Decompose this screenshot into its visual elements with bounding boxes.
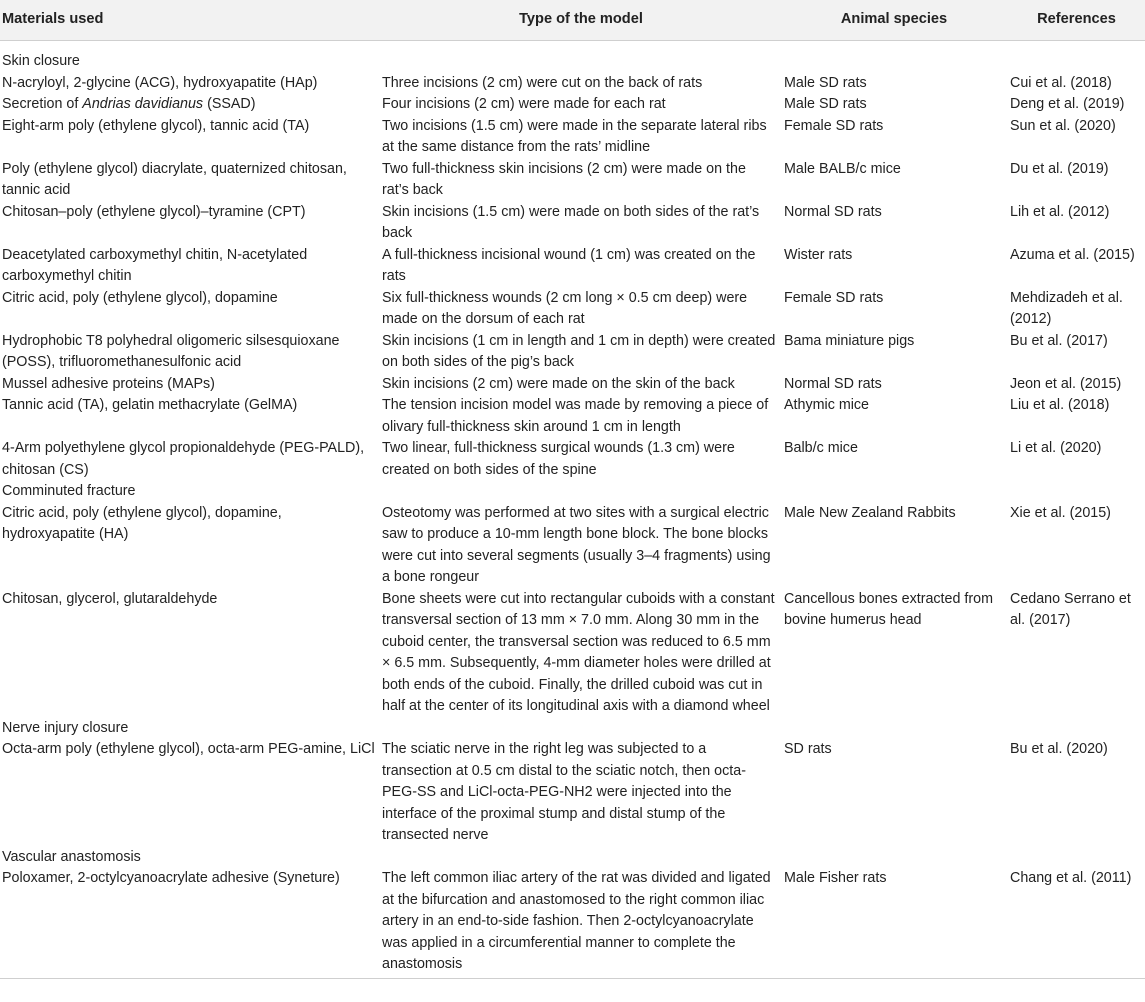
reference-cell: Bu et al. (2017)	[1010, 332, 1108, 349]
species-cell: Male BALB/c mice	[784, 160, 901, 177]
reference-cell: Sun et al. (2020)	[1010, 117, 1116, 134]
reference-cell: Li et al. (2020)	[1010, 440, 1102, 456]
table-row	[0, 159, 1145, 202]
materials-cell	[0, 331, 380, 374]
reference-cell: Xie et al. (2015)	[1010, 504, 1111, 521]
section-row	[0, 847, 1145, 869]
model-cell: The sciatic nerve in the right leg was subjected to a transection at 0.5 cm distal to the sciatic notch, then octa-PEG-SS and LiCl-octa-PEG-NH2 were injected into the interface of the proximal stump and distal stump of the transected nerve	[382, 741, 746, 843]
header-species: Animal species	[780, 0, 1006, 41]
table-row	[0, 503, 1145, 589]
materials-cell	[0, 739, 380, 847]
table-row	[0, 245, 1145, 288]
table-row	[0, 94, 1145, 116]
table-row	[0, 73, 1145, 95]
materials-cell	[0, 374, 380, 396]
species-cell: SD rats	[784, 741, 832, 757]
model-cell: Skin incisions (2 cm) were made on the skin of the back	[382, 375, 735, 392]
section-title: Nerve injury closure	[2, 719, 129, 736]
species-cell: Male New Zealand Rabbits	[784, 504, 956, 521]
table-body	[0, 41, 1145, 979]
materials-text-suffix: (SSAD)	[203, 96, 256, 112]
reference-cell: Liu et al. (2018)	[1010, 397, 1110, 413]
materials-cell	[0, 438, 380, 481]
header-row	[0, 0, 1145, 41]
section-row	[0, 481, 1145, 503]
materials-text: Citric acid, poly (ethylene glycol), dopamine	[2, 289, 278, 306]
table-row	[0, 116, 1145, 159]
materials-text: Chitosan, glycerol, glutaraldehyde	[2, 590, 218, 607]
materials-cell	[0, 94, 380, 116]
table-row	[0, 739, 1145, 847]
table-row	[0, 868, 1145, 978]
header-references: References	[1006, 0, 1145, 41]
materials-text: Citric acid, poly (ethylene glycol), dopamine, hydroxyapatite (HA)	[2, 504, 282, 542]
materials-cell	[0, 288, 380, 331]
materials-text: Eight-arm poly (ethylene glycol), tannic acid (TA)	[2, 117, 310, 134]
materials-text: Chitosan–poly (ethylene glycol)–tyramine (CPT)	[2, 203, 306, 220]
species-cell: Bama miniature pigs	[784, 332, 915, 349]
materials-text: Mussel adhesive proteins (MAPs)	[2, 375, 215, 392]
section-row	[0, 718, 1145, 740]
table-row	[0, 374, 1145, 396]
model-cell: Six full-thickness wounds (2 cm long × 0.5 cm deep) were made on the dorsum of each rat	[382, 289, 748, 327]
materials-text: Poly (ethylene glycol) diacrylate, quaternized chitosan, tannic acid	[2, 160, 347, 198]
materials-text: Hydrophobic T8 polyhedral oligomeric silsesquioxane (POSS), trifluoromethanesulfonic acid	[2, 332, 340, 370]
materials-cell	[0, 245, 380, 288]
materials-cell	[0, 503, 380, 589]
materials-text: Deacetylated carboxymethyl chitin, N-acetylated carboxymethyl chitin	[2, 246, 308, 284]
species-cell: Female SD rats	[784, 117, 884, 134]
species-cell: Male SD rats	[784, 74, 867, 91]
model-cell: Four incisions (2 cm) were made for each rat	[382, 96, 666, 112]
table-row	[0, 202, 1145, 245]
model-cell: Osteotomy was performed at two sites with a surgical electric saw to produce a 10-mm length bone block. The bone blocks were cut into several segments (usually 3–4 fragments) using a bone rongeur	[382, 504, 771, 585]
materials-text: Tannic acid (TA), gelatin methacrylate (GelMA)	[2, 397, 298, 413]
header-materials: Materials used	[0, 0, 380, 41]
model-cell: Three incisions (2 cm) were cut on the back of rats	[382, 74, 703, 91]
reference-cell: Mehdizadeh et al. (2012)	[1010, 289, 1123, 327]
materials-cell	[0, 589, 380, 718]
materials-text: Poloxamer, 2-octylcyanoacrylate adhesive (Syneture)	[2, 870, 340, 886]
model-cell: The tension incision model was made by removing a piece of olivary full-thickness skin around 1 cm in length	[382, 397, 769, 435]
species-cell: Cancellous bones extracted from bovine humerus head	[784, 590, 994, 628]
reference-cell: Cedano Serrano et al. (2017)	[1010, 590, 1131, 628]
model-cell: The left common iliac artery of the rat was divided and ligated at the bifurcation and anastomosed to the right common iliac artery in an end-to-side fashion. Then 2-octylcyanoacrylate was applied in a circumferential manner to complete the anastomosis	[380, 868, 780, 978]
species-cell: Normal SD rats	[784, 203, 882, 220]
materials-cell	[0, 73, 380, 95]
materials-text: 4-Arm polyethylene glycol propionaldehyde (PEG-PALD), chitosan (CS)	[2, 440, 365, 478]
materials-cell	[0, 116, 380, 159]
reference-cell: Cui et al. (2018)	[1010, 74, 1112, 91]
model-cell: Two incisions (1.5 cm) were made in the separate lateral ribs at the same distance from the rats’ midline	[382, 117, 767, 155]
materials-cell	[0, 868, 380, 978]
table-row	[0, 438, 1145, 481]
header-model: Type of the model	[380, 0, 780, 41]
species-cell: Balb/c mice	[784, 440, 858, 456]
materials-cell	[0, 202, 380, 245]
model-cell: Skin incisions (1.5 cm) were made on both sides of the rat’s back	[382, 203, 760, 241]
reference-cell: Lih et al. (2012)	[1010, 203, 1110, 220]
model-cell: A full-thickness incisional wound (1 cm) was created on the rats	[382, 246, 756, 284]
materials-text: N-acryloyl, 2-glycine (ACG), hydroxyapatite (HAp)	[2, 74, 318, 91]
table-row	[0, 589, 1145, 718]
species-cell: Male SD rats	[784, 96, 867, 112]
model-cell: Two full-thickness skin incisions (2 cm) were made on the rat’s back	[382, 160, 746, 198]
species-cell: Wister rats	[784, 246, 853, 263]
model-cell: Bone sheets were cut into rectangular cuboids with a constant transversal section of 13 mm × 7.0 mm. Along 30 mm in the cuboid center, the transversal section was reduced to 6.5 mm × 6.5 mm. Subsequently, 4-mm diameter holes were drilled at both ends of the cuboid. Finally, the drilled cuboid was cut in half at the center of its longitudinal axis with a diamond wheel	[382, 590, 775, 714]
reference-cell: Chang et al. (2011)	[1006, 868, 1145, 978]
table-row	[0, 331, 1145, 374]
section-title: Vascular anastomosis	[2, 848, 141, 865]
materials-text: Octa-arm poly (ethylene glycol), octa-arm PEG-amine, LiCl	[2, 741, 375, 757]
materials-cell	[0, 159, 380, 202]
species-cell: Normal SD rats	[784, 375, 882, 392]
species-cell: Female SD rats	[784, 289, 884, 306]
reference-cell: Deng et al. (2019)	[1010, 96, 1125, 112]
table-row	[0, 395, 1145, 438]
model-cell: Two linear, full-thickness surgical wounds (1.3 cm) were created on both sides of the spine	[382, 440, 735, 478]
section-title: Skin closure	[2, 53, 80, 69]
section-title: Comminuted fracture	[2, 483, 136, 499]
materials-text: Secretion of	[2, 96, 83, 112]
materials-cell	[0, 395, 380, 438]
model-cell: Skin incisions (1 cm in length and 1 cm in depth) were created on both sides of the pig’s back	[382, 332, 776, 370]
species-cell: Male Fisher rats	[780, 868, 1006, 978]
reference-cell: Azuma et al. (2015)	[1010, 246, 1135, 263]
table-row	[0, 288, 1145, 331]
species-cell: Athymic mice	[784, 397, 869, 413]
reference-cell: Du et al. (2019)	[1010, 160, 1109, 177]
materials-species-name: Andrias davidianus	[82, 96, 204, 112]
reference-cell: Jeon et al. (2015)	[1010, 375, 1122, 392]
section-row	[0, 41, 1145, 73]
reference-cell: Bu et al. (2020)	[1010, 741, 1108, 757]
